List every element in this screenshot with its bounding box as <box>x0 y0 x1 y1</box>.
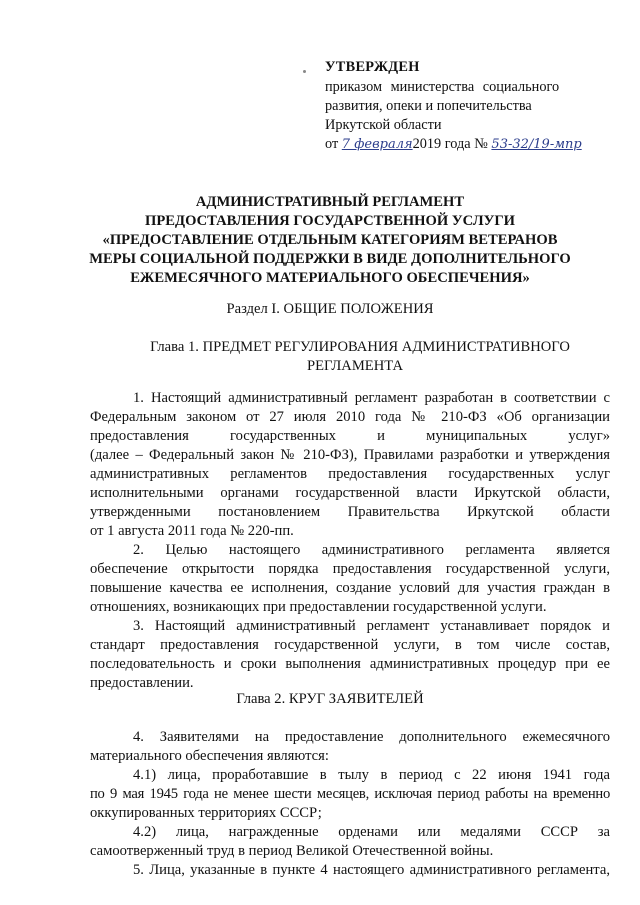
chapter2-heading: Глава 2. КРУГ ЗАЯВИТЕЛЕЙ <box>236 691 424 707</box>
chapter2-body <box>90 728 610 880</box>
para1-line-3: предоставления государственных и муниципальных услуг» <box>90 428 610 444</box>
para3-line-1: 3. Настоящий административный регламент устанавливает порядок и <box>133 618 610 634</box>
section-heading: Раздел I. ОБЩИЕ ПОЛОЖЕНИЯ <box>226 301 434 317</box>
para1-line-6: исполнительными органами государственной власти Иркутской области, <box>90 485 610 501</box>
handwritten-number: 53-32/19-мпр <box>491 137 582 152</box>
title-line-4: МЕРЫ СОЦИАЛЬНОЙ ПОДДЕРЖКИ В ВИДЕ ДОПОЛНИТЕЛЬНОГО <box>89 251 571 267</box>
para3-line-2: стандарт предоставления государственной услуги, в том числе состав, <box>90 637 610 653</box>
para42-line-2: самоотверженный труд в период Великой Отечественной войны. <box>90 843 494 859</box>
para41-line-1: 4.1) лица, проработавшие в тылу в период с 22 июня 1941 года <box>133 767 610 783</box>
chapter1-heading <box>100 338 620 376</box>
approval-date-prefix: от <box>325 136 339 152</box>
para4-line-2: материального обеспечения являются: <box>90 748 329 764</box>
document-title <box>60 193 600 288</box>
chapter1-body <box>90 389 610 693</box>
approval-date-line <box>325 135 625 154</box>
para1-line-2: Федеральным законом от 27 июля 2010 года № 210-ФЗ «Об организации <box>90 409 610 425</box>
title-line-1: АДМИНИСТРАТИВНЫЙ РЕГЛАМЕНТ <box>195 194 465 210</box>
approval-line-1: приказом министерства социального <box>325 79 560 95</box>
para5-line-1: 5. Лица, указанные в пункте 4 настоящего административного регламента, <box>133 862 610 878</box>
title-line-2: ПРЕДОСТАВЛЕНИЯ ГОСУДАРСТВЕННОЙ УСЛУГИ <box>145 213 515 229</box>
para3-line-4: предоставлении. <box>90 675 194 691</box>
para42-line-1: 4.2) лица, награжденные орденами или медалями СССР за <box>133 824 610 840</box>
approval-line-3: Иркутской области <box>325 117 442 133</box>
para1-line-4: (далее – Федеральный закон № 210-ФЗ), Правилами разработки и утверждения <box>90 447 610 463</box>
chapter1-line-2: РЕГЛАМЕНТА <box>307 358 403 374</box>
scan-dot <box>303 70 306 73</box>
handwritten-date: 7 февраля <box>341 137 413 152</box>
approval-title: УТВЕРЖДЕН <box>325 59 420 75</box>
para1-line-7: утвержденными постановлением Правительства Иркутской области <box>90 504 610 520</box>
para1-line-8: от 1 августа 2011 года № 220-пп. <box>90 523 294 539</box>
para2-line-2: обеспечение открытости порядка предоставления государственной услуги, <box>90 561 610 577</box>
para1-line-1: 1. Настоящий административный регламент разработан в соответствии с <box>133 390 610 406</box>
para4-line-1: 4. Заявителями на предоставление дополнительного ежемесячного <box>133 729 610 745</box>
para2-line-1: 2. Целью настоящего административного регламента является <box>133 542 610 558</box>
para3-line-3: последовательность и сроки выполнения административных процедур при ее <box>90 656 610 672</box>
para2-line-4: отношениях, возникающих при предоставлении государственной услуги. <box>90 599 547 615</box>
title-line-5: ЕЖЕМЕСЯЧНОГО МАТЕРИАЛЬНОГО ОБЕСПЕЧЕНИЯ» <box>130 270 530 286</box>
approval-block <box>325 58 625 154</box>
chapter1-line-1: Глава 1. ПРЕДМЕТ РЕГУЛИРОВАНИЯ АДМИНИСТРАТИВНОГО <box>150 339 570 355</box>
approval-line-2: развития, опеки и попечительства <box>325 98 532 114</box>
approval-date-year: 2019 года № <box>412 136 488 152</box>
title-line-3: «ПРЕДОСТАВЛЕНИЕ ОТДЕЛЬНЫМ КАТЕГОРИЯМ ВЕТЕРАНОВ <box>102 232 558 248</box>
para1-line-5: административных регламентов предоставления государственных услуг <box>90 466 610 482</box>
para41-line-2: по 9 мая 1945 года не менее шести месяцев, исключая период работы на временно <box>90 786 610 802</box>
para41-line-3: оккупированных территориях СССР; <box>90 805 322 821</box>
para2-line-3: повышение качества ее исполнения, создание условий для участия граждан в <box>90 580 610 596</box>
